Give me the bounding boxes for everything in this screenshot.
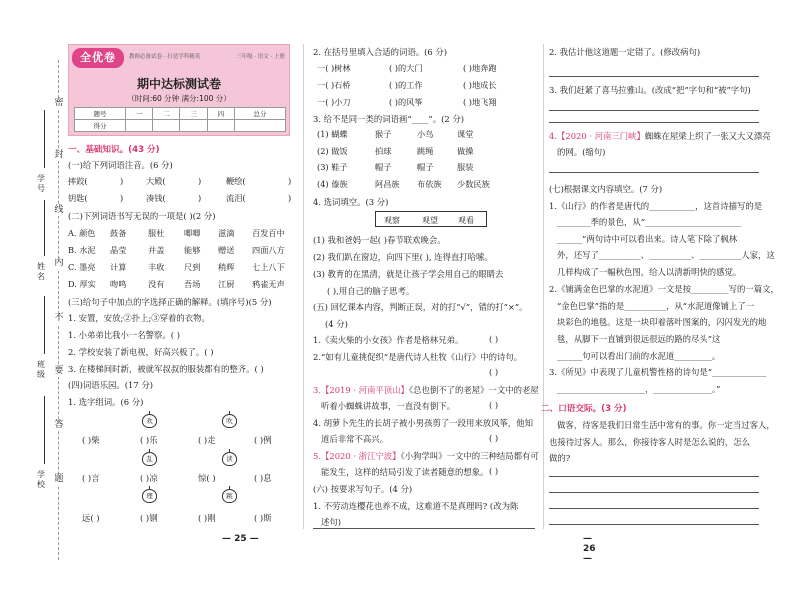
option-word: 唧唧 [184, 228, 201, 238]
fill-blank[interactable]: ( )息 [254, 473, 272, 483]
answer-line[interactable] [549, 492, 759, 493]
pinyin-word: 凑钱( [146, 193, 166, 203]
seal-line [58, 60, 59, 560]
student-id-label: 学号 [37, 174, 45, 193]
seal-word: 封 [54, 150, 64, 160]
option-label[interactable]: D. 厚实 [68, 279, 96, 289]
class-word[interactable]: (2) 做饭 [317, 146, 348, 156]
score-cell: 三 [180, 108, 207, 120]
fill-item[interactable]: ( )地成长 [463, 80, 497, 90]
recall-item-cont: 毯，从脚下一直铺到很远很远的路的尽头”这 [557, 334, 721, 344]
fill-item[interactable]: ( )的风筝 [389, 97, 423, 107]
class-word[interactable]: 跳绳 [417, 146, 434, 156]
class-word[interactable]: 布依族 [417, 179, 442, 189]
seal-word: 不 [54, 313, 64, 323]
fill-item[interactable]: 一( )石桥 [317, 80, 351, 90]
meaning-item[interactable]: 2. 学校安装了新电视，好高兴板了。( ) [68, 347, 214, 357]
seal-word: 线 [54, 205, 64, 215]
class-row [313, 162, 538, 174]
class-word[interactable]: (1) 蝴蝶 [317, 129, 348, 139]
rewrite-item-cont: 述句) [321, 517, 342, 527]
judge-item-cont: 道后非常不高兴。 [321, 434, 388, 444]
binding-strip [0, 0, 70, 589]
judge-item: 4. 胡萝卜先生的长胡子被小男孩剪了一段用来放风筝，他知 [313, 418, 534, 428]
column-left [68, 0, 296, 589]
oral-prompt: 做客，待客是我们日常生活中常有的事。你一定当过客人， [557, 420, 775, 430]
column-divider [303, 44, 304, 529]
answer-line[interactable] [549, 508, 759, 509]
recall-item-cont[interactable]: ________季的景色，从“_______________________ [557, 217, 742, 227]
source-tag: 4.【2020 · 河南三门峡】 [549, 131, 645, 141]
grade-label: 三年级 · 语文 · 上册 [236, 54, 285, 60]
judge-answer-box[interactable]: ( ) [489, 466, 499, 476]
question-meaning: (三)给句子中加点的字选择正确的解释。(填序号)(5 分) [68, 297, 272, 307]
fill-item[interactable]: 一( )树林 [317, 63, 351, 73]
option-word: 并盖 [148, 245, 165, 255]
option-row [68, 245, 296, 257]
option-word: 吾场 [184, 279, 201, 289]
answer-line[interactable] [313, 528, 535, 529]
student-id-field[interactable] [44, 110, 45, 168]
class-word[interactable]: 少数民族 [457, 179, 490, 189]
recall-item-cont[interactable]: 外，还写了__________、__________、__________人家，这 [557, 250, 775, 260]
seal-word: 题 [54, 474, 64, 484]
recall-item-cont: 块彩色的地毯。这是一块印着落叶图案的，闪闪发光的地 [557, 317, 767, 327]
option-row [68, 228, 296, 240]
meaning-item[interactable]: 3. 在楼梯间时新，被就军叔叔的服装都有的整齐。( ) [68, 364, 264, 374]
score-cell: 得分 [75, 120, 126, 132]
box-word: 观望 [422, 216, 438, 225]
fill-item[interactable]: ( )的工作 [389, 80, 423, 90]
fill-blank[interactable]: ( )言 [82, 473, 100, 483]
section-oral: 二、口语交际。(3 分) [541, 404, 627, 414]
sentence-task: 2. 我估计他这道题一定错了。(修改病句) [549, 47, 701, 57]
apple-char: 理 [142, 489, 157, 503]
pinyin-blank[interactable]: ) [120, 176, 124, 186]
judge-item-cont: 听着小蜘蛛讲故事，一直没有倒下。 [321, 401, 455, 411]
recall-item-cont[interactable]: ______”两句诗中可以看出来。诗人笔下除了枫林 [557, 234, 738, 244]
class-word[interactable]: 小鸟 [417, 129, 434, 139]
question-recall: (七)根据课文内容填空。(7 分) [549, 184, 663, 194]
score-cell: 一 [125, 108, 152, 120]
class-word[interactable]: 课堂 [457, 129, 474, 139]
apple-char: 跳 [222, 489, 237, 503]
judge-answer-box[interactable]: ( ) [489, 334, 499, 344]
name-label: 姓名 [37, 262, 45, 281]
source-tag: 5.【2020 · 浙江宁波】 [313, 451, 401, 461]
question-fill-words: 2. 在括号里填入合适的词语。(6 分) [313, 47, 448, 57]
fill-blank[interactable]: ( )乐 [140, 435, 158, 445]
class-row [313, 146, 538, 158]
brand-logo: 全优卷 [72, 48, 124, 68]
judge-item-cont: 能发生，这样的结局引发了读者随意的想象。 [321, 467, 489, 477]
option-word: 江厨 [218, 279, 235, 289]
fill-item[interactable]: ( )的大门 [389, 63, 423, 73]
seal-word: 要 [54, 366, 64, 376]
judge-item [313, 384, 539, 396]
class-word[interactable]: 阿昌族 [375, 179, 400, 189]
pinyin-word: 钥匙( [68, 193, 88, 203]
word-choice-item[interactable]: (1) 我和爸妈一起( )春节联欢晚会。 [313, 235, 446, 245]
option-word: 鸦雀无声 [252, 279, 285, 289]
option-row [68, 279, 296, 291]
exam-meta: （时间:60 分钟 满分:100 分） [127, 94, 231, 103]
option-word: 晶莹 [110, 245, 127, 255]
score-cell: 四 [207, 108, 234, 120]
judge-text: 《小狗学叫》一文中的三种结局都有可 [400, 451, 539, 461]
seal-word: 答 [54, 420, 64, 430]
option-word: 计算 [110, 262, 127, 272]
option-word: 百发百中 [252, 228, 285, 238]
class-word[interactable]: 猴子 [375, 129, 392, 139]
brand-tagline: 教师必备试卷 · 打造学科精英 [129, 54, 201, 60]
option-label[interactable]: B. 水泥 [68, 245, 96, 255]
score-cell: 题号 [75, 108, 126, 120]
option-word: 七上八下 [252, 262, 285, 272]
class-word[interactable]: (4) 傣族 [317, 179, 348, 189]
pinyin-row [68, 176, 296, 188]
score-cell: 总分 [235, 108, 286, 120]
meaning-options: 1. 安置，安放;②扑上;③穿着的衣物。 [68, 313, 210, 323]
fill-blank[interactable]: ( )凉 [140, 473, 158, 483]
fill-blank[interactable]: ( )刚 [198, 513, 216, 523]
sentence-text: 蜘蛛在屋梁上织了一张又大又漂亮 [644, 131, 771, 141]
question-word-garden: (四)词语乐园。(17 分) [68, 380, 154, 390]
school-field[interactable] [44, 396, 45, 464]
class-row [313, 179, 538, 191]
seal-word: 内 [54, 258, 64, 268]
class-word[interactable]: 帽子 [375, 162, 392, 172]
answer-line[interactable] [549, 110, 759, 111]
column-right [541, 0, 781, 589]
apple-char: 读 [222, 452, 237, 466]
answer-line[interactable] [549, 172, 759, 173]
pinyin-blank[interactable]: ) [288, 193, 292, 203]
recall-item-cont[interactable]: “金色巴掌”指的是__________，从“水泥道像铺上了一 [557, 301, 755, 311]
class-word[interactable]: 拍球 [375, 146, 392, 156]
question-rewrite: (六) 按要求写句子。(4 分) [313, 484, 413, 494]
judge-answer-box[interactable]: ( ) [489, 400, 499, 410]
option-word: 鼓备 [110, 228, 127, 238]
pinyin-word: 流泪( [226, 193, 246, 203]
question-word-choice: 4. 选词填空。(3 分) [313, 197, 389, 207]
sentence-task: 3. 我们赶紧了喜马拉雅山。(改成“把”字句和“被”字句) [549, 85, 751, 95]
fill-blank[interactable]: ( )斯 [254, 513, 272, 523]
question-spelling: (二)下列词语书写无误的一项是( )(2 分) [68, 211, 216, 221]
pinyin-blank[interactable]: ) [198, 193, 202, 203]
column-divider [543, 44, 544, 529]
class-word[interactable]: 服装 [457, 162, 474, 172]
class-word[interactable]: (3) 鞋子 [317, 162, 348, 172]
judge-item: 2.“如有儿童挑促织”是唐代诗人杜牧《山行》中的诗句。 [313, 352, 523, 362]
word-choice-item[interactable]: (2) 我们趴在窗边，向四下里( ), 连得直打哈嗦。 [313, 252, 493, 262]
page-number: — 25 — [222, 534, 259, 544]
option-word: 赠送 [218, 245, 235, 255]
exam-title: 期中达标测试卷 [136, 77, 221, 91]
fill-blank[interactable]: ( )例 [254, 435, 272, 445]
section-basic-knowledge: 一、基础知识。(43 分) [68, 145, 160, 155]
apple-char: 乱 [142, 452, 157, 466]
page-number: — 26 — [583, 534, 596, 564]
question-choose-char: 1. 选字组词。(6 分) [68, 397, 144, 407]
sentence-task [549, 130, 771, 142]
seal-word: 密 [54, 98, 64, 108]
answer-line[interactable] [549, 76, 759, 77]
recall-item-cont[interactable]: _____________________，______________。” [557, 384, 721, 394]
judge-text: 《总也倒不了的老屋》一文中的老屋 [408, 385, 539, 395]
recall-item[interactable]: 1.《山行》的作者是唐代的___________，这首诗描写的是 [549, 201, 763, 211]
meaning-item[interactable]: 1. 小弟弟比我小一名警察。( ) [68, 330, 180, 340]
recall-item-cont: 几样构成了一幅秋色图，给人以清新明快的感觉。 [557, 267, 742, 277]
answer-line[interactable] [549, 476, 759, 477]
oral-prompt: 做的? [549, 453, 571, 463]
score-cell: 二 [153, 108, 180, 120]
pinyin-row [68, 193, 296, 205]
class-word[interactable]: 做操 [457, 146, 474, 156]
fill-row [313, 80, 538, 92]
fill-item[interactable]: ( )地奔跑 [463, 63, 497, 73]
recall-item[interactable]: 2.《铺满金色巴掌的水泥道》一文是按_________写的一篇文， [549, 284, 779, 294]
option-word: 滋滴 [218, 228, 235, 238]
fill-blank[interactable]: ( )柴 [82, 435, 100, 445]
word-choice-item[interactable]: (3) 教育的在黑清，就是让孩子学会用自己的眼睛去 [313, 269, 504, 279]
class-word[interactable]: 帽子 [417, 162, 434, 172]
apple-groups [68, 412, 296, 542]
fill-blank[interactable]: 远( ) [82, 513, 100, 523]
name-field[interactable] [44, 200, 45, 256]
pinyin-word: 摔跤( [68, 176, 88, 186]
rewrite-item: 1. 不劳动连樱花也养不成，这难道不是真理吗? (改为陈 [313, 501, 519, 511]
apple-char: 欢 [142, 414, 157, 428]
judge-item: 1.《卖火柴的小女孩》作者是格林兄弟。 [313, 335, 464, 345]
question-odd-one: 3. 给不是同一类的词语画“____”。(2 分) [313, 114, 464, 124]
option-row [68, 262, 296, 274]
source-tag: 3.【2019 · 河南平顶山】 [313, 385, 409, 395]
sentence-task-cont: 的网。(缩句) [557, 147, 606, 157]
word-box [375, 211, 487, 227]
recall-item-cont[interactable]: ______句可以看出门前的水泥道_________。 [557, 351, 721, 361]
fill-blank[interactable]: ( )走 [198, 435, 216, 445]
question-judge: (五) 回忆课本内容，判断正误，对的打“√”，错的打“×”。 [313, 302, 528, 312]
answer-line[interactable] [549, 122, 759, 123]
fill-item[interactable]: 一( )小刀 [317, 97, 351, 107]
fill-row [313, 63, 538, 75]
option-word: 稍辉 [218, 262, 235, 272]
judge-answer-box[interactable]: ( ) [489, 433, 499, 443]
question-pinyin: (一)给下列词语注音。(6 分) [68, 160, 173, 170]
judge-answer-box[interactable]: ( ) [489, 367, 499, 377]
class-label: 班级 [37, 360, 45, 379]
pinyin-blank[interactable]: ) [120, 193, 124, 203]
option-word: 丰收 [148, 262, 165, 272]
box-word: 观察 [384, 216, 400, 225]
word-choice-item-cont[interactable]: ( ),用自己的脑子思考。 [327, 286, 415, 296]
oral-prompt: 也接待过客人。那么，你接待客人时是怎么说的，怎么 [549, 437, 750, 447]
pinyin-word: 大殿( [146, 176, 166, 186]
class-field[interactable] [44, 296, 45, 354]
recall-item[interactable]: 3.《所见》中表现了儿童机警性格的诗句是“_____________ [549, 367, 767, 377]
class-row [313, 129, 538, 141]
box-word: 观看 [458, 216, 474, 225]
option-word: 尺到 [184, 262, 201, 272]
school-label: 学校 [37, 470, 45, 489]
option-word: 能够 [184, 245, 201, 255]
apple-char: 吹 [222, 414, 237, 428]
pinyin-word: 鞭绘( [226, 176, 246, 186]
pinyin-blank[interactable]: ) [198, 176, 202, 186]
fill-item[interactable]: ( )地飞翔 [463, 97, 497, 107]
pinyin-blank[interactable]: ) [288, 176, 292, 186]
fill-row [313, 97, 538, 109]
judge-item [313, 450, 539, 462]
option-word: 吻鸣 [110, 279, 127, 289]
option-word: 服杜 [148, 228, 165, 238]
option-label[interactable]: A. 颜色 [68, 228, 96, 238]
answer-line[interactable] [549, 524, 759, 525]
fill-blank[interactable]: 惊( ) [198, 473, 216, 483]
judge-score: (4 分) [325, 319, 348, 329]
option-word: 四面八方 [252, 245, 285, 255]
option-word: 没有 [148, 279, 165, 289]
fill-blank[interactable]: ( )钢 [140, 513, 158, 523]
option-label[interactable]: C. 墨亮 [68, 262, 96, 272]
